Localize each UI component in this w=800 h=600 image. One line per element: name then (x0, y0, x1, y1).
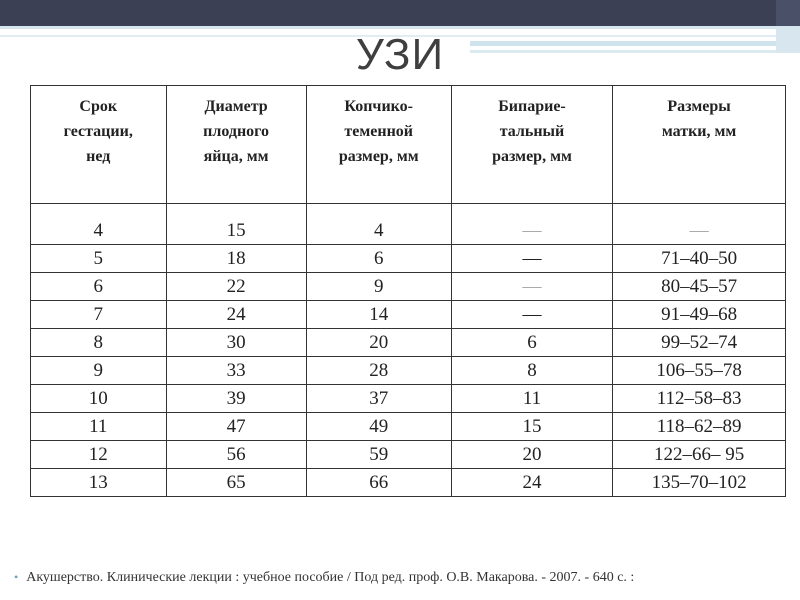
table-cell: 37 (306, 385, 451, 413)
table-cell: 49 (306, 413, 451, 441)
table-cell: 71–40–50 (613, 245, 786, 273)
table-cell: 33 (166, 357, 306, 385)
table-cell: 9 (31, 357, 167, 385)
header-crown-rump-length: Копчико- теменной размер, мм (306, 86, 451, 204)
table-cell: 22 (166, 273, 306, 301)
table-row (31, 357, 786, 385)
table-row (31, 385, 786, 413)
table-cell: 9 (306, 273, 451, 301)
citation-text: Акушерство. Клинические лекции : учебное пособие / Под ред. проф. О.В. Макарова. - 2007. - 640 с. : (26, 570, 635, 585)
table-cell: 7 (31, 301, 167, 329)
table-cell: 14 (306, 301, 451, 329)
table-cell: 56 (166, 441, 306, 469)
decor-stripe (0, 26, 800, 29)
header-biparietal-diameter: Бипарие- тальный размер, мм (451, 86, 612, 204)
table-cell: 15 (451, 413, 612, 441)
table-cell: 18 (166, 245, 306, 273)
table-cell: — (451, 273, 612, 301)
table-cell: 47 (166, 413, 306, 441)
bullet-icon: • (14, 570, 19, 584)
top-decor-bar (0, 0, 800, 26)
table-cell: 11 (31, 413, 167, 441)
header-gestational-sac-diameter: Диаметр плодного яйца, мм (166, 86, 306, 204)
table-cell: 8 (31, 329, 167, 357)
table-cell: — (613, 204, 786, 245)
table-cell: 11 (451, 385, 612, 413)
table-row (31, 301, 786, 329)
table-row (31, 245, 786, 273)
header-gestation-week: Срок гестации, нед (31, 86, 167, 204)
table-row (31, 469, 786, 497)
table-cell: 80–45–57 (613, 273, 786, 301)
table-cell: 13 (31, 469, 167, 497)
header-uterus-size: Размеры матки, мм (613, 86, 786, 204)
table-cell: 6 (31, 273, 167, 301)
table-row (31, 204, 786, 245)
table-cell: — (451, 245, 612, 273)
table-cell: — (451, 301, 612, 329)
table-row (31, 329, 786, 357)
table-cell: — (451, 204, 612, 245)
source-citation (14, 570, 800, 586)
table-cell: 6 (451, 329, 612, 357)
table-cell: 30 (166, 329, 306, 357)
table-cell: 12 (31, 441, 167, 469)
table-cell: 135–70–102 (613, 469, 786, 497)
slide-title: УЗИ (355, 30, 445, 79)
table-cell: 15 (166, 204, 306, 245)
table-cell: 59 (306, 441, 451, 469)
table-cell: 106–55–78 (613, 357, 786, 385)
table-cell: 99–52–74 (613, 329, 786, 357)
table-cell: 8 (451, 357, 612, 385)
table-cell: 20 (451, 441, 612, 469)
table-cell: 122–66– 95 (613, 441, 786, 469)
table-cell: 118–62–89 (613, 413, 786, 441)
table-cell: 5 (31, 245, 167, 273)
table-cell: 65 (166, 469, 306, 497)
table-cell: 24 (451, 469, 612, 497)
corner-decor (776, 0, 800, 26)
table-cell: 10 (31, 385, 167, 413)
table-cell: 4 (306, 204, 451, 245)
table-row (31, 441, 786, 469)
table-cell: 39 (166, 385, 306, 413)
table-row (31, 413, 786, 441)
gestation-table (30, 85, 786, 497)
table-cell: 91–49–68 (613, 301, 786, 329)
table-cell: 66 (306, 469, 451, 497)
table-cell: 112–58–83 (613, 385, 786, 413)
table-cell: 6 (306, 245, 451, 273)
table-row (31, 273, 786, 301)
table-cell: 20 (306, 329, 451, 357)
table-cell: 28 (306, 357, 451, 385)
table-cell: 24 (166, 301, 306, 329)
table-cell: 4 (31, 204, 167, 245)
table-header-row (31, 86, 786, 204)
